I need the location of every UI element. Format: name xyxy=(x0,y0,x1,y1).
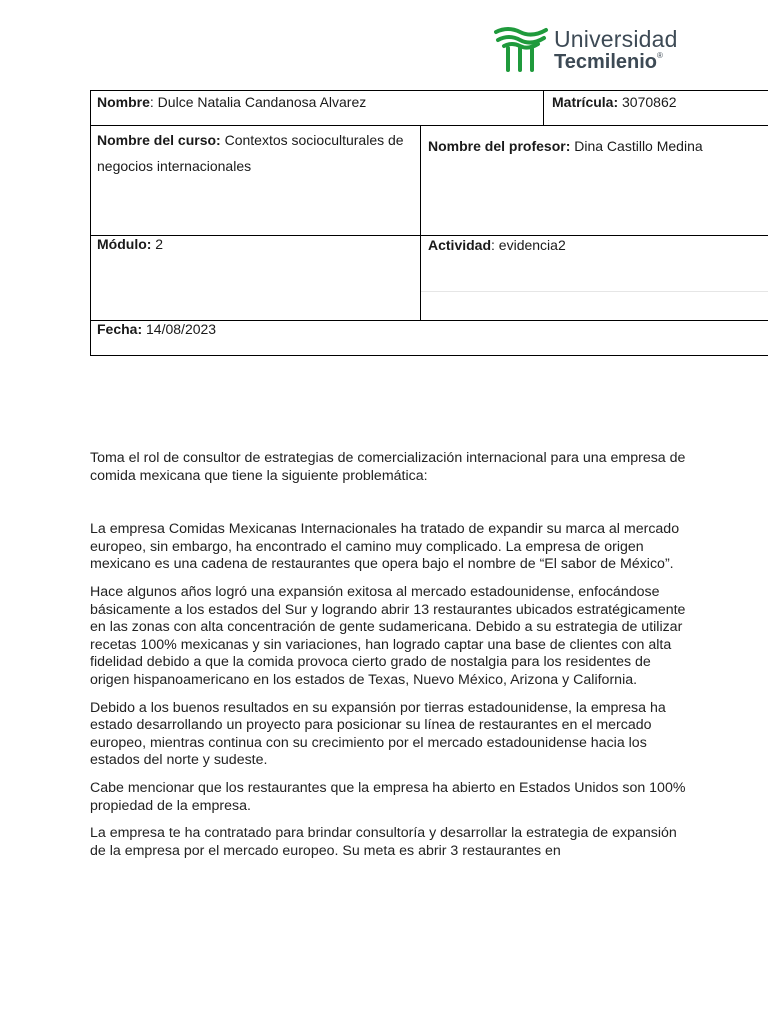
paragraph-ownership: Cabe mencionar que los restaurantes que la empresa ha abierto en Estados Unidos son 100% propiedad de la empresa. xyxy=(90,779,686,814)
paragraph-problem-intro: La empresa Comidas Mexicanas Internacionales ha tratado de expandir su marca al mercado europeo, sin embargo, ha encontrado el camino muy complicado. La empresa de origen mexicano es una cadena de restaurantes que opera bajo el nombre de “El sabor de México”. xyxy=(90,521,680,573)
tecmilenio-logo xyxy=(494,24,704,74)
field-curso xyxy=(97,127,415,179)
paragraph-consulting-goal: La empresa te ha contratado para brindar consultoría y desarrollar la estrategia de expansión de la empresa por el mercado europeo. Su meta es abrir 3 restaurantes en xyxy=(90,825,677,859)
field-profesor xyxy=(428,133,768,159)
field-fecha xyxy=(97,316,697,342)
profesor-label: Nombre del profesor: xyxy=(428,138,571,154)
field-matricula xyxy=(552,89,762,115)
logo-line-universidad: Universidad xyxy=(554,26,678,52)
modulo-value: 2 xyxy=(151,236,164,252)
paragraph-us-expansion: Hace algunos años logró una expansión exitosa al mercado estadounidense, enfocándose básicamente a los estados del Sur y logrando abrir 13 restaurantes ubicados estratégicamente en las zonas con alta concentración de gente sudamericana. Debido a su estrategia de utilizar recetas 100% mexicanas y sin variaciones, han logrado captar una base de clientes con alta fidelidad debido a que la comida provoca cierto grado de nostalgia para los residentes de origen hispanoamericano en los estados de Texas, Nuevo México, Arizona y California. xyxy=(90,583,686,688)
paragraph-europe-project: Debido a los buenos resultados en su expansión por tierras estadounidense, la empresa ha estado desarrollando un proyecto para posicionar su línea de restaurantes en el mercado europeo, mientras continua con su crecimiento por el mercado estadounidense hacia los estados del norte y sudeste. xyxy=(90,699,666,769)
tecmilenio-logo-icon xyxy=(494,24,550,72)
fecha-label: Fecha: xyxy=(97,321,143,337)
field-actividad xyxy=(428,232,768,258)
logo-wordmark xyxy=(554,28,678,72)
curso-label: Nombre del curso: xyxy=(97,132,221,148)
nombre-value: : Dulce Natalia Candanosa Alvarez xyxy=(149,94,367,110)
nombre-label: Nombre xyxy=(97,94,150,110)
modulo-label: Módulo: xyxy=(97,236,152,252)
field-modulo xyxy=(97,231,415,257)
student-info-form xyxy=(90,90,768,356)
document-body xyxy=(90,450,690,870)
actividad-label: Actividad xyxy=(428,237,492,253)
curso-value: Contextos socioculturales de negocios internacionales xyxy=(97,132,404,174)
logo-line-tecmilenio: Tecmilenio® xyxy=(554,51,663,73)
actividad-value: : evidencia2 xyxy=(491,237,566,253)
paragraph-instruction: Toma el rol de consultor de estrategias de comercialización internacional para una empresa de comida mexicana que tiene la siguiente problemática: xyxy=(90,450,686,484)
fecha-value: 14/08/2023 xyxy=(142,321,217,337)
profesor-value: Dina Castillo Medina xyxy=(570,138,703,154)
field-nombre xyxy=(97,89,537,115)
matricula-label: Matrícula: xyxy=(552,94,619,110)
matricula-value: 3070862 xyxy=(618,94,677,110)
